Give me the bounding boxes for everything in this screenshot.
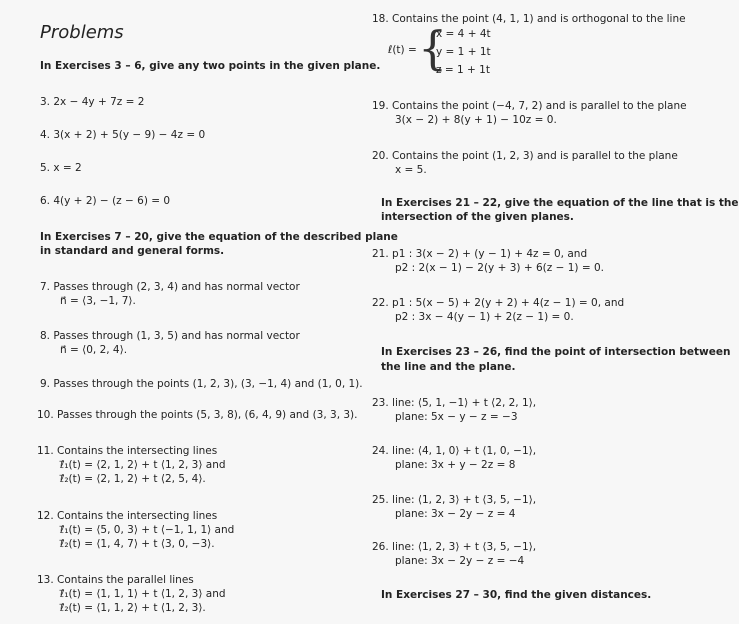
problem-25-line2: plane: 3x − 2y − z = 4 [395, 508, 516, 520]
instructions-7-20-line2: in standard and general forms. [40, 245, 225, 257]
problem-4: 4. 3(x + 2) + 5(y − 9) − 4z = 0 [40, 129, 206, 141]
problem-19-line1: 19. Contains the point (−4, 7, 2) and is parallel to the plane [372, 100, 687, 112]
instructions-21-22-line1: In Exercises 21 – 22, give the equation of the line that is the [381, 197, 739, 209]
problem-22-line2: p2 : 3x − 4(y − 1) + 2(z − 1) = 0. [395, 311, 574, 323]
problem-6: 6. 4(y + 2) − (z − 6) = 0 [40, 195, 171, 207]
problem-13-line1: 13. Contains the parallel lines [37, 574, 194, 586]
problem-21-line1: 21. p1 : 3(x − 2) + (y − 1) + 4z = 0, and [372, 248, 588, 260]
problem-11-line1: 11. Contains the intersecting lines [37, 445, 218, 457]
problem-18-z: z = 1 + 1t [436, 64, 490, 76]
problem-23-line1: 23. line: ⟨5, 1, −1⟩ + t ⟨2, 2, 1⟩, [372, 397, 537, 409]
instructions-27-30: In Exercises 27 – 30, find the given distances. [381, 589, 652, 601]
problem-13-line2: ℓ⃗₁(t) = ⟨1, 1, 1⟩ + t ⟨1, 2, 3⟩ and [60, 588, 226, 600]
problem-10: 10. Passes through the points (5, 3, 8), (6, 4, 9) and (3, 3, 3). [37, 409, 358, 421]
problem-24-line2: plane: 3x + y − 2z = 8 [395, 459, 516, 471]
problem-8-line2: n⃗ = ⟨0, 2, 4⟩. [60, 344, 128, 356]
problem-12-line2: ℓ⃗₁(t) = ⟨5, 0, 3⟩ + t ⟨−1, 1, 1⟩ and [60, 524, 235, 536]
left-brace-icon: { [418, 21, 448, 75]
instructions-21-22-line2: intersection of the given planes. [381, 211, 574, 223]
problem-9: 9. Passes through the points (1, 2, 3), (3, −1, 4) and (1, 0, 1). [40, 378, 363, 390]
instructions-3-6: In Exercises 3 – 6, give any two points in the given plane. [40, 60, 381, 72]
problem-11-line2: ℓ⃗₁(t) = ⟨2, 1, 2⟩ + t ⟨1, 2, 3⟩ and [60, 459, 226, 471]
problem-26-line1: 26. line: ⟨1, 2, 3⟩ + t ⟨3, 5, −1⟩, [372, 541, 537, 553]
problem-11-line3: ℓ⃗₂(t) = ⟨2, 1, 2⟩ + t ⟨2, 5, 4⟩. [60, 473, 206, 485]
instructions-7-20-line1: In Exercises 7 – 20, give the equation of the described plane [40, 231, 398, 243]
problem-18-line1: 18. Contains the point (4, 1, 1) and is orthogonal to the line [372, 13, 686, 25]
problem-12-line1: 12. Contains the intersecting lines [37, 510, 218, 522]
problem-20-line1: 20. Contains the point (1, 2, 3) and is parallel to the plane [372, 150, 678, 162]
problem-21-line2: p2 : 2(x − 1) − 2(y + 3) + 6(z − 1) = 0. [395, 262, 605, 274]
problem-7-line1: 7. Passes through (2, 3, 4) and has normal vector [40, 281, 300, 293]
problem-25-line1: 25. line: ⟨1, 2, 3⟩ + t ⟨3, 5, −1⟩, [372, 494, 537, 506]
problem-23-line2: plane: 5x − y − z = −3 [395, 411, 518, 423]
problem-7-line2: n⃗ = ⟨3, −1, 7⟩. [60, 295, 136, 307]
problem-18-lhs: ℓ(t) = [388, 44, 417, 56]
problem-5: 5. x = 2 [40, 162, 82, 174]
problem-13-line3: ℓ⃗₂(t) = ⟨1, 1, 2⟩ + t ⟨1, 2, 3⟩. [60, 602, 206, 614]
problem-26-line2: plane: 3x − 2y − z = −4 [395, 555, 525, 567]
problem-24-line1: 24. line: ⟨4, 1, 0⟩ + t ⟨1, 0, −1⟩, [372, 445, 537, 457]
page-title: Problems [40, 22, 124, 43]
instructions-23-26-line2: the line and the plane. [381, 361, 516, 373]
problem-18-x: x = 4 + 4t [436, 28, 491, 40]
problem-18-y: y = 1 + 1t [436, 46, 491, 58]
problem-3: 3. 2x − 4y + 7z = 2 [40, 96, 145, 108]
problem-12-line3: ℓ⃗₂(t) = ⟨1, 4, 7⟩ + t ⟨3, 0, −3⟩. [60, 538, 215, 550]
problem-20-line2: x = 5. [395, 164, 427, 176]
problem-22-line1: 22. p1 : 5(x − 5) + 2(y + 2) + 4(z − 1) = 0, and [372, 297, 625, 309]
problem-8-line1: 8. Passes through (1, 3, 5) and has normal vector [40, 330, 300, 342]
problem-19-line2: 3(x − 2) + 8(y + 1) − 10z = 0. [395, 114, 557, 126]
instructions-23-26-line1: In Exercises 23 – 26, find the point of intersection between [381, 346, 731, 358]
